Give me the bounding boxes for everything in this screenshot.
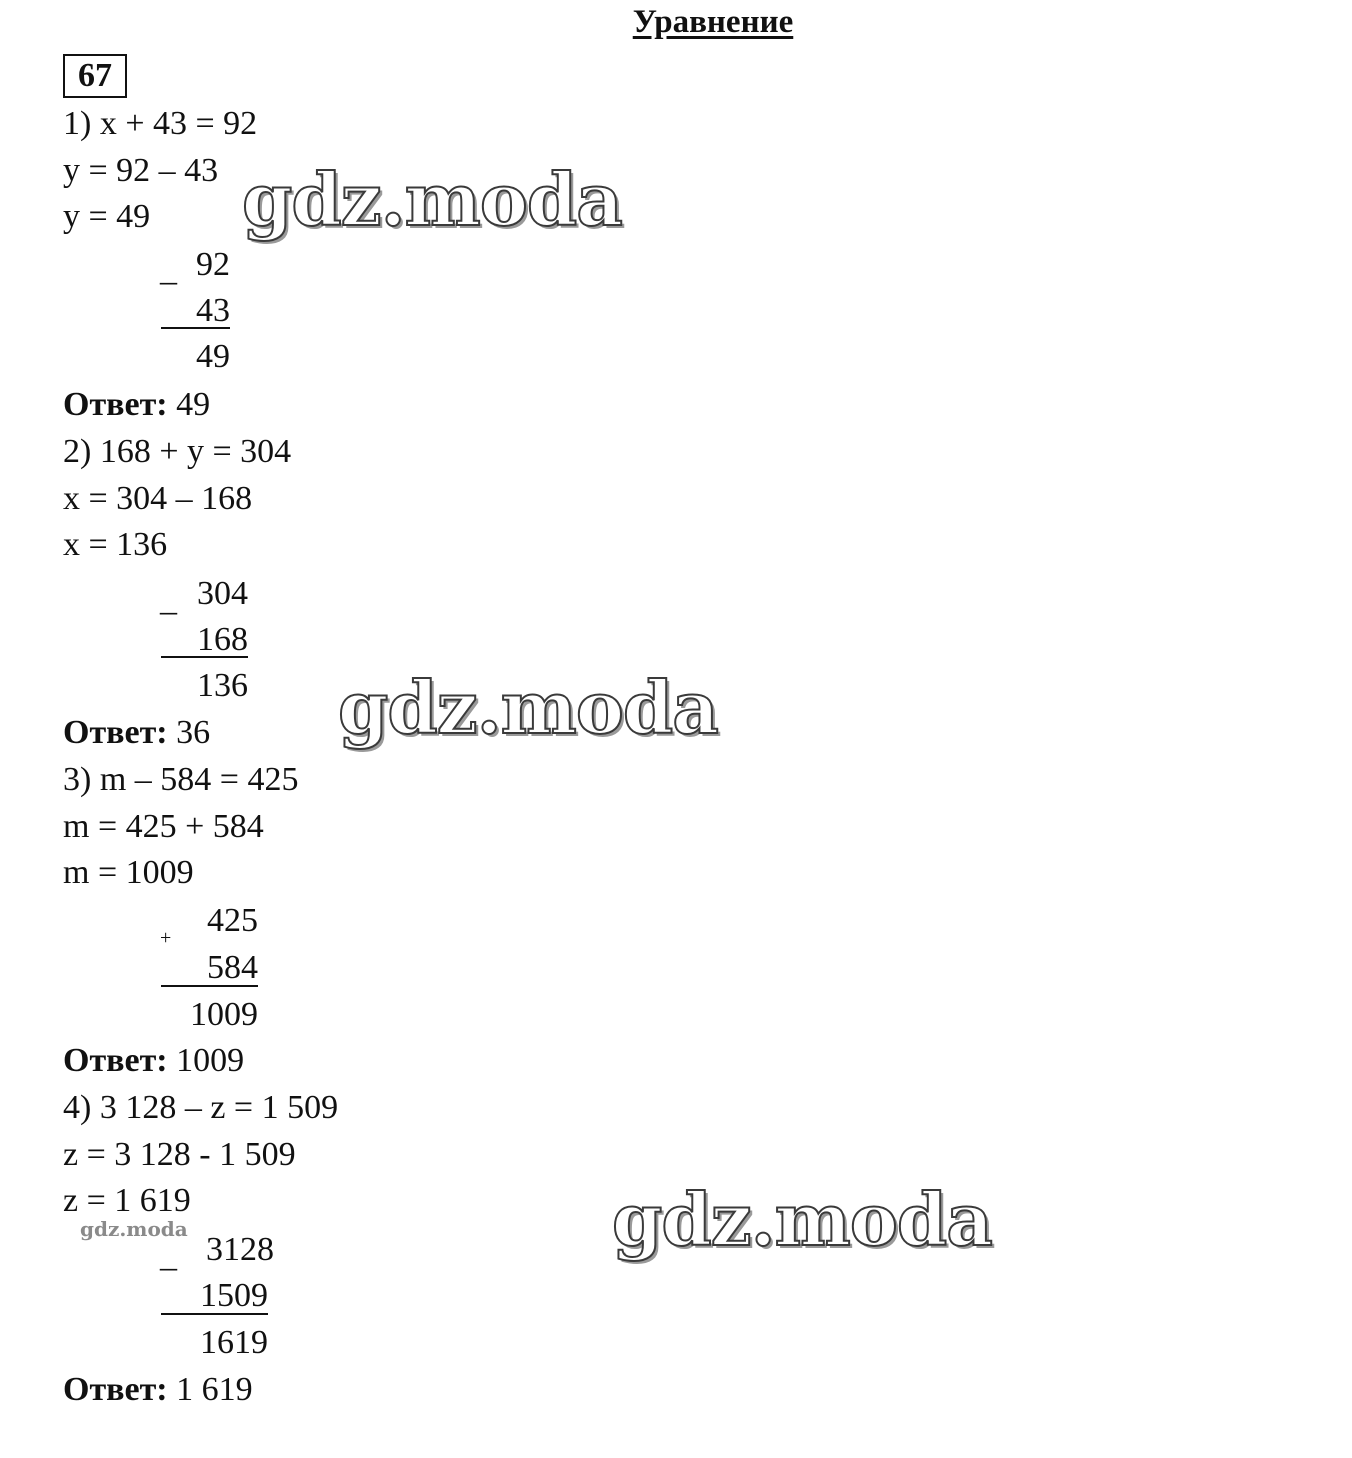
column-operator: +	[160, 927, 172, 949]
column-result: 1619	[200, 1324, 268, 1361]
answer-label: Ответ:	[63, 1042, 168, 1079]
answer-value: 49	[176, 386, 211, 423]
watermark: gdz.moda	[338, 665, 718, 750]
column-rule	[161, 656, 248, 658]
equation-line: y = 92 – 43	[63, 152, 219, 189]
column-rule	[161, 327, 230, 329]
equation-line: m = 1009	[63, 854, 194, 891]
answer-line	[63, 385, 210, 425]
column-rule	[161, 1313, 268, 1315]
equation-line: 1) x + 43 = 92	[63, 105, 258, 142]
column-minuend: 3128	[206, 1231, 274, 1268]
equation-line: 4) 3 128 – z = 1 509	[63, 1089, 339, 1126]
column-addend-bottom: 584	[207, 949, 258, 986]
answer-line	[63, 1370, 253, 1410]
equation-line: m = 425 + 584	[63, 808, 264, 845]
column-result: 1009	[190, 996, 258, 1033]
equation-line: 3) m – 584 = 425	[63, 761, 299, 798]
watermark: gdz.moda	[242, 157, 622, 242]
equation-line: x = 136	[63, 526, 168, 563]
equation-line: y = 49	[63, 198, 151, 235]
task-number: 67	[63, 54, 127, 98]
equation-line: 2) 168 + y = 304	[63, 433, 292, 470]
answer-line	[63, 713, 210, 753]
column-addend-top: 425	[207, 902, 258, 939]
answer-value: 36	[176, 714, 211, 751]
answer-value: 1 619	[176, 1371, 253, 1408]
equation-line: z = 3 128 - 1 509	[63, 1136, 296, 1173]
page-title: Уравнение	[632, 4, 794, 40]
answer-value: 1009	[176, 1042, 245, 1079]
column-operator: _	[160, 1237, 177, 1274]
equation-line: z = 1 619	[63, 1182, 191, 1219]
column-result: 49	[196, 338, 230, 375]
answer-label: Ответ:	[63, 714, 168, 751]
column-operator: _	[160, 251, 177, 288]
column-subtrahend: 1509	[200, 1277, 268, 1314]
watermark: gdz.moda	[80, 1217, 188, 1241]
column-subtrahend: 168	[197, 621, 248, 658]
column-operator: _	[160, 581, 177, 618]
watermark: gdz.moda	[612, 1177, 992, 1262]
answer-label: Ответ:	[63, 1371, 168, 1408]
column-minuend: 92	[196, 246, 230, 283]
column-rule	[161, 985, 258, 987]
column-minuend: 304	[197, 575, 248, 612]
answer-label: Ответ:	[63, 386, 168, 423]
column-subtrahend: 43	[196, 292, 230, 329]
answer-line	[63, 1041, 244, 1081]
column-result: 136	[197, 667, 248, 704]
equation-line: x = 304 – 168	[63, 480, 253, 517]
